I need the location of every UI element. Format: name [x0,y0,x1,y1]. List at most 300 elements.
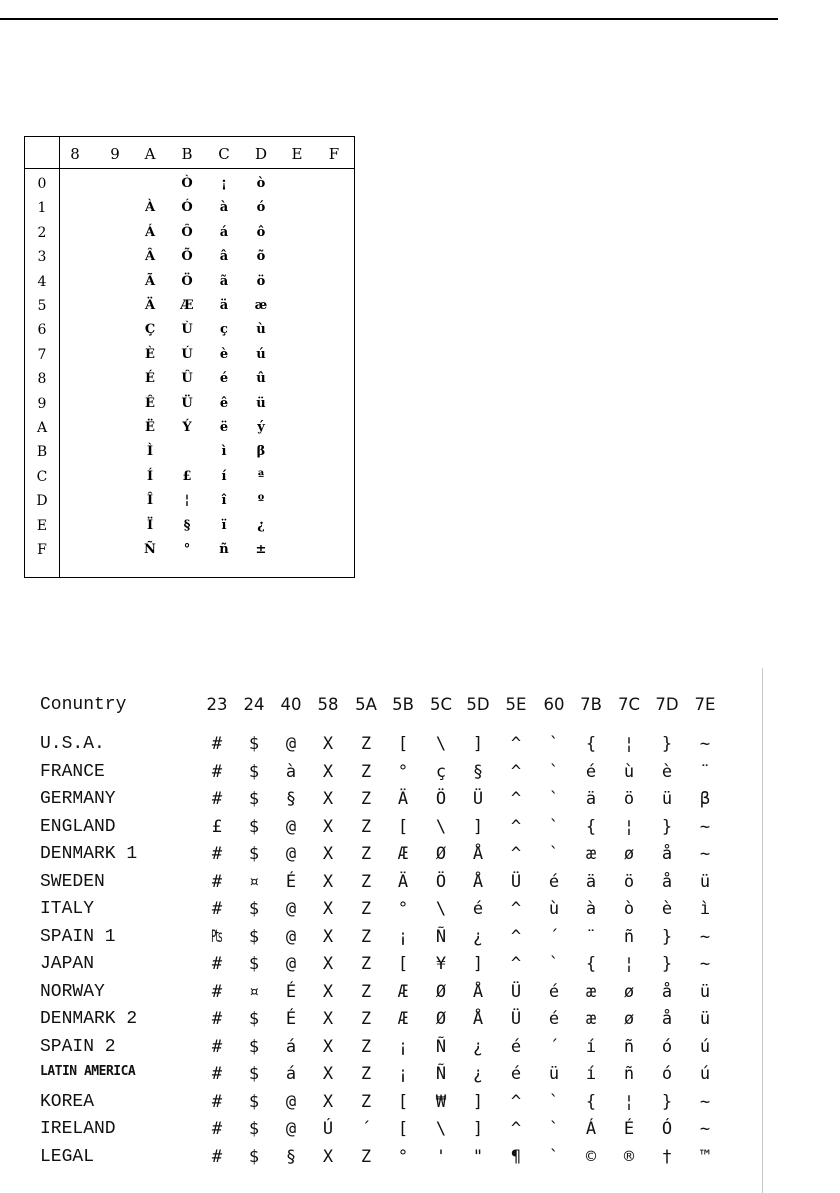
country-char-cell: X [322,844,334,864]
country-char-cell: # [211,789,223,809]
country-char-cell: ₩ [435,1091,447,1112]
country-char-cell: É [285,871,297,892]
country-char-cell: X [322,761,334,782]
table-cell: Û [181,371,193,387]
row-header: 1 [37,200,47,217]
country-char-cell: ` [548,954,560,974]
country-char-cell: ¡ [397,1064,409,1084]
country-char-cell: # [211,1064,223,1084]
country-char-cell: É [623,1119,635,1139]
country-char-cell: ~ [699,734,711,754]
country-char-cell: @ [285,1119,297,1139]
hex-code-header: 7D [655,695,679,714]
table-cell: â [219,249,229,265]
table-cell: à [219,200,229,216]
country-char-cell: Å [472,1009,484,1029]
country-char-cell: ö [623,871,635,892]
country-char-cell: ¤ [248,871,260,892]
country-char-cell: Z [360,981,372,1002]
country-char-cell: @ [285,926,297,947]
country-char-cell: $ [248,816,260,837]
country-char-cell: [ [397,1091,409,1112]
country-char-cell: X [322,926,334,947]
table-cell: Ì [146,444,154,460]
country-char-cell: ^ [510,1119,522,1139]
column-header: C [218,145,230,163]
country-char-cell: # [211,1146,223,1167]
country-char-cell: X [322,1091,334,1112]
country-char-cell: $ [248,1119,260,1139]
country-char-cell: # [211,1091,223,1112]
country-name: LEGAL [40,1146,95,1167]
country-char-cell: $ [248,926,260,947]
country-char-cell: Z [360,871,372,892]
hex-code-header: 5C [429,695,453,714]
row-header: F [37,542,47,558]
table-cell: Ú [181,346,193,362]
table-cell: é [219,371,229,387]
country-char-cell: ^ [510,761,522,782]
country-char-cell: æ [585,1009,597,1029]
table-cell: β [256,444,266,460]
country-char-cell: } [661,816,673,837]
country-char-cell: æ [585,844,597,864]
country-char-cell: Ø [435,1009,447,1029]
country-char-cell: ó [661,1036,673,1057]
country-char-cell: é [585,761,597,782]
country-char-cell: Æ [397,981,409,1002]
country-char-cell: Z [360,1009,372,1029]
character-code-table [24,136,355,578]
table-cell: Ñ [144,542,156,557]
country-char-cell: X [322,954,334,974]
country-char-cell: ¡ [397,926,409,947]
country-name: LATIN AMERICA [40,1064,136,1079]
country-char-cell: ø [623,981,635,1002]
table-cell: Ó [181,200,193,216]
country-char-cell: ^ [510,954,522,974]
table-cell: ú [256,346,266,362]
country-name: KOREA [40,1091,95,1112]
row-header: 0 [37,176,47,192]
country-char-cell: X [322,981,334,1002]
table-cell: Ç [144,322,156,338]
country-char-cell: X [322,1064,334,1084]
table-cell: ¿ [257,517,265,533]
hex-code-header: 7B [580,695,602,714]
country-char-cell: É [285,1009,297,1029]
table-cell: Á [144,224,156,240]
country-name: FRANCE [40,761,105,782]
country-char-cell: ^ [510,844,522,864]
country-char-cell: X [322,1036,334,1057]
country-char-cell: # [211,761,223,782]
country-char-cell: ¶ [510,1146,522,1167]
country-char-cell: è [661,761,673,782]
country-char-cell: ` [548,789,560,809]
country-char-cell: æ [585,981,597,1002]
country-char-cell: Å [472,844,484,864]
country-char-cell: # [211,1009,223,1029]
country-char-cell: ¦ [623,734,635,754]
table-cell: î [221,493,227,509]
country-char-cell: í [585,1036,597,1057]
country-char-cell: ~ [699,954,711,974]
country-char-cell: Ø [435,844,447,864]
country-char-cell: @ [285,954,297,974]
row-header: 8 [37,371,47,388]
country-name: IRELAND [40,1119,116,1139]
country-char-cell: ¡ [397,1036,409,1057]
country-char-cell: $ [248,954,260,974]
country-char-cell: Ü [510,871,522,892]
country-char-cell: ^ [510,1091,522,1112]
country-char-cell: Á [585,1119,597,1139]
country-char-cell: ö [623,789,635,809]
country-char-cell: ù [623,761,635,782]
column-header: D [254,145,268,163]
country-char-cell: Ü [510,981,522,1002]
country-char-cell: [ [397,1119,409,1139]
country-char-cell: [ [397,734,409,754]
hex-code-header: 24 [243,695,265,714]
row-header: B [36,444,48,461]
country-char-cell: ´ [548,1036,560,1057]
country-char-cell: # [211,899,223,919]
country-char-cell: ó [661,1064,673,1084]
hex-code-header: 5A [355,695,377,714]
country-char-cell: # [211,1119,223,1139]
country-char-cell: ¦ [623,1091,635,1112]
country-char-cell: ¦ [623,954,635,974]
country-char-cell: ` [548,761,560,782]
table-vertical-divider [59,137,60,577]
country-char-cell: X [322,789,334,809]
column-header: A [144,145,156,163]
country-char-cell: $ [248,1146,260,1167]
country-char-cell: è [661,899,673,919]
table-cell: ê [219,395,229,411]
country-name: SPAIN 2 [40,1036,116,1057]
hex-code-header: 5D [466,695,490,714]
hex-code-header: 7E [694,695,716,714]
country-char-cell: å [661,871,673,892]
table-cell: ä [219,298,229,313]
panel-edge [762,668,763,1193]
table-cell: ö [256,273,266,289]
country-char-cell: X [322,1009,334,1029]
country-char-cell: @ [285,816,297,837]
country-char-cell: Ú [322,1119,334,1139]
country-char-cell: ò [623,899,635,919]
country-char-cell: Æ [397,844,409,864]
country-name: U.S.A. [40,734,105,754]
column-header: B [181,145,193,163]
country-char-cell: @ [285,734,297,754]
table-cell: ± [255,542,267,557]
table-cell: ù [256,322,266,338]
table-cell: Ö [181,273,193,289]
country-char-cell: ° [397,1146,409,1167]
country-char-cell: Z [360,844,372,864]
country-char-cell: ñ [623,926,635,947]
table-cell: ¡ [221,176,227,191]
country-char-cell: Æ [397,1009,409,1029]
country-char-cell: £ [211,816,223,837]
table-cell: £ [182,468,192,484]
country-char-cell: { [585,816,597,837]
table-cell: Î [146,493,154,509]
country-char-cell: é [510,1036,522,1057]
country-char-cell: ₧ [211,926,223,947]
row-header: A [36,420,48,436]
country-char-cell: X [322,1146,334,1167]
row-header: 6 [37,322,47,339]
table-cell: ° [183,542,191,557]
country-char-cell: © [585,1146,597,1167]
row-header: D [36,493,48,510]
country-char-cell: é [472,899,484,919]
country-char-cell: " [472,1146,484,1167]
hex-code-header: 58 [317,695,339,714]
country-char-cell: @ [285,899,297,919]
country-char-cell: { [585,1091,597,1112]
country-char-cell: Z [360,1036,372,1057]
row-header: 5 [37,298,47,314]
table-cell: ë [219,420,229,435]
country-char-cell: # [211,871,223,892]
country-char-cell: Ñ [435,926,447,947]
column-header: 9 [110,145,120,163]
country-char-cell: ~ [699,1091,711,1112]
country-char-cell: Ó [661,1119,673,1139]
country-char-cell: # [211,981,223,1002]
country-char-cell: Ö [435,789,447,809]
table-cell: ó [256,200,266,216]
country-char-cell: ì [699,899,711,919]
table-cell: Ü [181,395,193,411]
country-name: ENGLAND [40,816,116,837]
country-char-cell: X [322,871,334,892]
country-char-cell: Ö [435,871,447,892]
country-char-cell: β [699,789,711,809]
country-char-cell: í [585,1064,597,1084]
table-cell: æ [254,298,268,313]
country-char-cell: ú [699,1036,711,1057]
country-name: SWEDEN [40,871,105,892]
country-char-cell: ^ [510,926,522,947]
country-char-cell: ü [699,1009,711,1029]
country-char-cell: Ä [397,871,409,892]
table-cell: ü [256,395,266,411]
country-char-cell: ` [548,816,560,837]
table-cell: Ê [145,395,155,411]
country-char-cell: á [285,1064,297,1084]
country-char-cell: \ [435,734,447,754]
column-header: F [328,145,340,163]
table-cell: ñ [219,542,229,557]
country-char-cell: ™ [699,1146,711,1167]
table-cell: á [219,224,229,240]
country-char-cell: É [285,981,297,1002]
country-name: JAPAN [40,954,95,974]
country-char-cell: $ [248,734,260,754]
country-char-cell: é [548,1009,560,1029]
country-char-cell: å [661,1009,673,1029]
country-char-cell: @ [285,844,297,864]
country-char-cell: ~ [699,816,711,837]
country-char-cell: $ [248,899,260,919]
country-char-cell: ` [548,734,560,754]
country-char-cell: ¿ [472,926,484,947]
table-cell: Â [144,249,156,265]
row-header: E [36,517,48,534]
hex-code-header: 40 [280,695,302,714]
country-char-cell: ] [472,1119,484,1139]
country-char-cell: } [661,734,673,754]
country-char-cell: ù [548,899,560,919]
row-header: 9 [37,395,47,412]
table-cell: Ä [144,298,156,313]
country-char-cell: Ñ [435,1036,447,1057]
country-char-cell: # [211,734,223,754]
country-name: GERMANY [40,789,116,809]
country-char-cell: ` [548,1091,560,1112]
table-cell: Ë [145,420,155,435]
country-char-cell: ¨ [585,926,597,947]
table-cell: è [219,346,229,362]
table-cell: Ý [182,420,192,435]
country-char-cell: Z [360,1091,372,1112]
country-char-cell: ø [623,1009,635,1029]
table-cell: Í [146,468,154,484]
country-char-cell: á [285,1036,297,1057]
country-char-cell: Z [360,926,372,947]
country-char-cell: X [322,734,334,754]
country-char-cell: ` [548,1146,560,1167]
country-char-cell: $ [248,1036,260,1057]
country-char-cell: ¿ [472,1036,484,1057]
country-char-cell: [ [397,954,409,974]
table-cell: É [145,371,155,387]
table-cell: Ô [181,224,193,240]
country-char-cell: ü [699,871,711,892]
country-char-cell: Z [360,734,372,754]
country-name: ITALY [40,899,95,919]
country-name: DENMARK 2 [40,1009,138,1029]
table-horizontal-divider [25,168,354,169]
country-char-cell: ^ [510,734,522,754]
country-char-cell: ä [585,789,597,809]
country-char-cell: Ü [472,789,484,809]
table-cell: º [257,493,265,509]
country-char-cell: ñ [623,1064,635,1084]
table-cell: ý [257,420,265,435]
table-cell: ô [256,224,266,240]
country-char-cell: ü [661,789,673,809]
country-char-cell: } [661,1091,673,1112]
country-char-cell: ^ [510,816,522,837]
country-char-cell: § [285,789,297,809]
row-header: 3 [37,249,47,266]
country-char-cell: Z [360,1146,372,1167]
country-char-cell: ° [397,899,409,919]
country-char-cell: ] [472,734,484,754]
country-char-cell: ^ [510,789,522,809]
country-char-cell: Ü [510,1009,522,1029]
country-char-cell: ~ [699,926,711,947]
country-char-cell: Å [472,981,484,1002]
country-char-cell: ä [585,871,597,892]
country-char-cell: Z [360,954,372,974]
country-char-cell: ] [472,1091,484,1112]
country-char-cell: ] [472,954,484,974]
table-cell: ¦ [184,493,190,509]
hex-code-header: 7C [617,695,641,714]
column-header: 8 [70,145,80,163]
country-char-cell: ® [623,1146,635,1167]
country-char-cell: ¤ [248,981,260,1002]
country-char-cell: ¨ [699,761,711,782]
country-char-cell: @ [285,1091,297,1112]
table-cell: Ò [181,176,193,191]
row-header: 4 [37,273,47,290]
country-char-cell: } [661,926,673,947]
row-header: 7 [37,346,47,363]
country-char-cell: ´ [360,1119,372,1139]
hex-code-header: 5B [392,695,414,714]
country-char-cell: $ [248,1091,260,1112]
hex-code-header: 60 [543,695,565,714]
country-char-cell: ç [435,761,447,782]
country-char-cell: à [285,761,297,782]
country-char-cell: ° [397,761,409,782]
country-char-cell: # [211,954,223,974]
country-char-cell: ´ [548,926,560,947]
country-char-cell: ñ [623,1036,635,1057]
table-cell: ï [221,517,227,533]
country-char-cell: $ [248,1064,260,1084]
country-char-cell: # [211,1036,223,1057]
top-rule [0,18,778,20]
country-char-cell: Ñ [435,1064,447,1084]
country-char-cell: ^ [510,899,522,919]
country-char-cell: Z [360,816,372,837]
country-char-cell: } [661,954,673,974]
country-char-cell: é [510,1064,522,1084]
column-header: E [291,145,303,163]
table-cell: Ã [144,273,156,289]
country-char-cell: Ø [435,981,447,1002]
table-cell: ª [257,468,265,484]
country-char-cell: \ [435,816,447,837]
table-cell: Ï [146,517,154,533]
country-char-cell: † [661,1146,673,1167]
country-char-cell: Z [360,761,372,782]
table-cell: ç [220,322,228,338]
country-char-cell: $ [248,789,260,809]
table-cell: È [145,346,155,362]
country-char-cell: ' [435,1146,447,1167]
row-header: 2 [37,224,47,241]
table-cell: § [183,517,191,533]
country-column-header: Conuntry [40,695,127,715]
country-char-cell: § [472,761,484,782]
country-char-cell: Z [360,1064,372,1084]
country-char-cell: X [322,816,334,837]
country-char-cell: é [548,981,560,1002]
country-char-cell: ø [623,844,635,864]
